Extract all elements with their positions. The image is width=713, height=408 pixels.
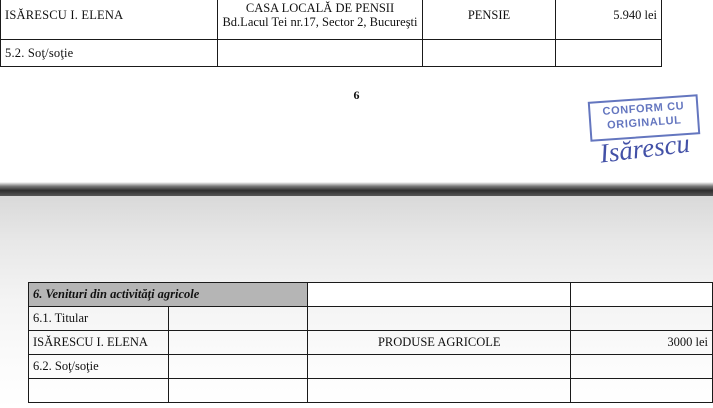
cell-income-source	[168, 379, 308, 403]
table-row	[1, 40, 662, 67]
cell-person-name: 6.2. Soţ/soţie	[29, 355, 169, 379]
cell-income-amount: 5.940 lei	[556, 0, 662, 40]
table-row	[1, 0, 662, 40]
cell-person-name: ISĂRESCU I. ELENA	[1, 0, 218, 40]
cell-income-type	[308, 307, 571, 331]
section-title: 6. Venituri din activităţi agricole	[29, 283, 308, 307]
table-row	[29, 355, 713, 379]
cell-income-amount: 3000 lei	[571, 331, 713, 355]
agricultural-income-table	[28, 282, 713, 403]
cell-person-name	[29, 379, 169, 403]
cell-income-type: PENSIE	[423, 0, 556, 40]
table-section-header-row	[29, 283, 713, 307]
cell-person-name: ISĂRESCU I. ELENA	[29, 331, 169, 355]
cell-income-type	[308, 355, 571, 379]
cell-income-source	[168, 331, 308, 355]
cell-person-name: 6.1. Titular	[29, 307, 169, 331]
cell-income-amount	[571, 307, 713, 331]
cell-income-source	[218, 40, 423, 67]
cell-income-source: CASA LOCALĂ DE PENSII Bd.Lacul Tei nr.17, Sector 2, Bucureşti	[218, 0, 423, 40]
cell-income-type	[423, 40, 556, 67]
handwritten-signature: Isărescu	[597, 127, 692, 169]
cell-person-name: 5.2. Soţ/soţie	[1, 40, 218, 67]
table-row	[29, 379, 713, 403]
cell-income-amount	[556, 40, 662, 67]
table-row	[29, 307, 713, 331]
scanned-page-bottom	[0, 196, 713, 408]
income-table-top	[0, 0, 662, 67]
section-header-spacer-type	[308, 283, 571, 307]
cell-income-amount	[571, 379, 713, 403]
cell-income-type: PRODUSE AGRICOLE	[308, 331, 571, 355]
scanned-page-top	[0, 0, 713, 182]
stamp-line-1: CONFORM CU	[602, 100, 685, 118]
scan-page-separator	[0, 182, 713, 196]
cell-income-amount	[571, 355, 713, 379]
stamp-line-2: ORIGINALUL	[606, 114, 682, 132]
cell-income-type	[308, 379, 571, 403]
cell-income-source	[168, 355, 308, 379]
cell-income-source	[168, 307, 308, 331]
table-row	[29, 331, 713, 355]
section-header-spacer-amount	[571, 283, 713, 307]
page-number: 6	[353, 88, 360, 102]
